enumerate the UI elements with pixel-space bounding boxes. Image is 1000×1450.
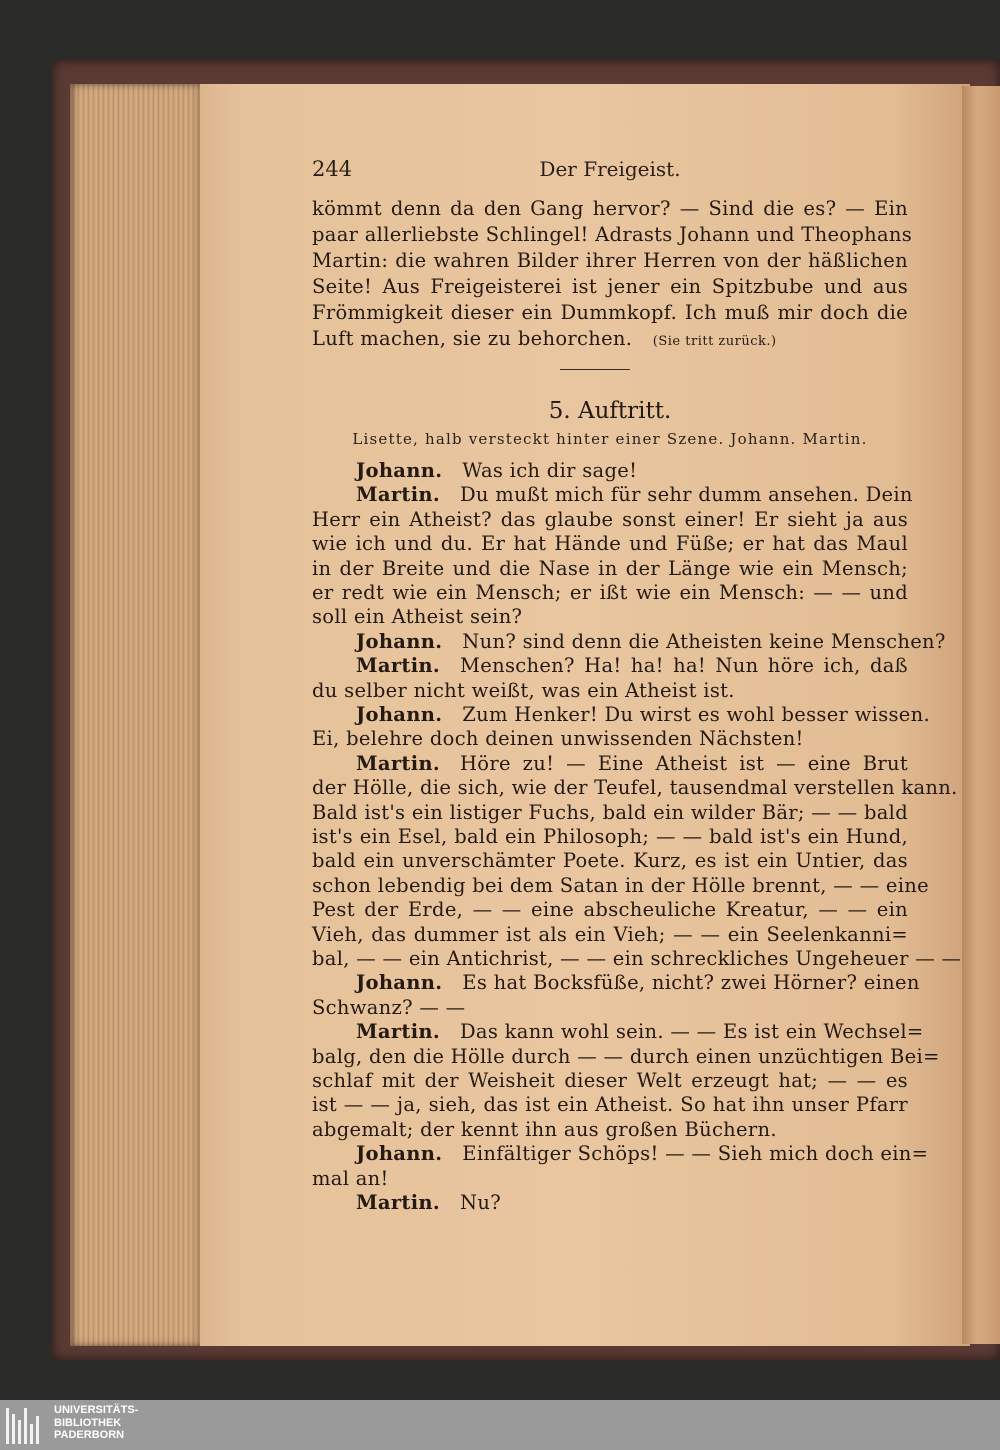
speech-text: Einfältiger Schöps! — — Sieh mich doch ein= [462,1142,929,1166]
dialogue-line: abgemalt; der kennt ihn aus großen Büchern. [312,1117,777,1141]
dialogue-line: Ei, belehre doch deinen unwissenden Nächsten! [312,727,804,751]
text-line [312,326,908,352]
text-line: kömmt denn da den Gang hervor? — Sind die es? — Ein [312,197,908,220]
speaker-name: Martin. [356,751,440,775]
speech-text: Es hat Bocksfüße, nicht? zwei Hörner? einen [462,971,920,995]
running-title: Der Freigeist. [539,157,681,181]
dialogue-line: ist — — ja, sieh, das ist ein Atheist. So hat ihn unser Pfarr [312,1093,908,1117]
speech-text: Das kann wohl sein. — — Es ist ein Wechsel= [459,1020,924,1044]
speech-text: Nu? [459,1191,501,1214]
dialogue-line [312,629,946,655]
speaker-name: Johann. [356,703,443,726]
library-name-line: UNIVERSITÄTS- [54,1404,139,1416]
dialogue-line: bal, — — ein Antichrist, — — ein schreckliches Ungeheuer — — [312,947,962,970]
speaker-name: Johann. [356,1142,443,1166]
dialogue-line: Bald ist's ein listiger Fuchs, bald ein wilder Bär; — — bald [312,800,908,824]
dialogue-line [312,970,920,996]
dialogue-line [312,1141,929,1167]
dialogue-line [312,653,908,679]
text-line: Martin: die wahren Bilder ihrer Herren von der häßlichen [312,249,908,272]
text-line: paar allerliebste Schlingel! Adrasts Johann und Theophans [312,223,913,246]
dialogue-line: Vieh, das dummer ist als ein Vieh; — — ein Seelenkanni= [312,922,908,946]
dialogue-line: schlaf mit der Weisheit dieser Welt erzeugt hat; — — es [312,1069,908,1092]
dialogue-line: ist's ein Esel, bald ein Philosoph; — — bald ist's ein Hund, [312,825,908,848]
dialogue-line: balg, den die Hölle durch — — durch einen unzüchtigen Bei= [312,1044,940,1068]
library-name [54,1404,138,1442]
dialogue-line [312,751,908,777]
dialogue-line: Schwanz? — — [312,995,466,1019]
dialogue-line: mal an! [312,1166,389,1190]
speech-text: Zum Henker! Du wirst es wohl besser wissen. [462,703,930,726]
text-line: Seite! Aus Freigeisterei ist jener ein Spitzbube und aus [312,275,908,298]
dialogue-line [312,702,930,728]
paragraph-last-line: Luft machen, sie zu behorchen. [312,327,633,350]
dialogue-line: in der Breite und die Nase in der Länge wie ein Mensch; [312,556,908,580]
speaker-name: Johann. [356,459,443,482]
dialogue-line: Herr ein Atheist? das glaube sonst einer! Er sieht ja aus [312,507,908,531]
library-name-line: PADERBORN [54,1429,125,1441]
dialogue-line: wie ich und du. Er hat Hände und Füße; er hat das Maul [312,532,908,556]
dialogue-line: er redt wie ein Mensch; er ißt wie ein Mensch: — — und [312,581,908,604]
section-divider [560,369,630,370]
dialogue-line: du selber nicht weißt, was ein Atheist ist. [312,678,735,702]
page-number: 244 [312,157,353,181]
dialogue-line [312,1190,908,1216]
facing-page-edge [962,86,1000,1344]
speech-text: Du mußt mich für sehr dumm ansehen. Dein [459,483,913,507]
dialogue-line [312,458,908,484]
speaker-name: Johann. [356,971,443,995]
library-logo-icon [6,1408,46,1444]
stage-direction: (Sie tritt zurück.) [652,334,777,349]
dialogue-line: Pest der Erde, — — eine abscheuliche Kreatur, — — ein [312,898,908,922]
speaker-name: Martin. [356,483,440,507]
speaker-name: Martin. [356,654,440,678]
text-line: Frömmigkeit dieser ein Dummkopf. Ich muß mir doch die [312,301,908,324]
dialogue-line [312,1019,924,1045]
cast-list: Lisette, halb versteckt hinter einer Szene. Johann. Martin. [352,430,868,448]
dialogue-line [312,482,913,508]
speech-text: Nun? sind denn die Atheisten keine Menschen? [462,629,946,653]
library-name-line: BIBLIOTHEK [54,1416,122,1429]
dialogue-line: bald ein unverschämter Poete. Kurz, es ist ein Untier, das [312,849,908,873]
speaker-name: Martin. [356,1191,440,1214]
dialogue-line: soll ein Atheist sein? [312,605,523,629]
dialogue-line: der Hölle, die sich, wie der Teufel, tausendmal verstellen kann. [312,776,958,800]
dialogue-line: schon lebendig bei dem Satan in der Hölle brennt, — — eine [312,873,929,897]
speaker-name: Martin. [356,1020,440,1044]
speech-text: Menschen? Ha! ha! ha! Nun höre ich, daß [459,654,908,678]
speech-text: Was ich dir sage! [462,459,638,482]
speech-text: Höre zu! — Eine Atheist ist — eine Brut [459,751,908,775]
page-edges [70,84,205,1346]
speaker-name: Johann. [356,629,443,653]
library-footer [0,1400,1000,1450]
scene-title: 5. Auftritt. [548,398,672,424]
